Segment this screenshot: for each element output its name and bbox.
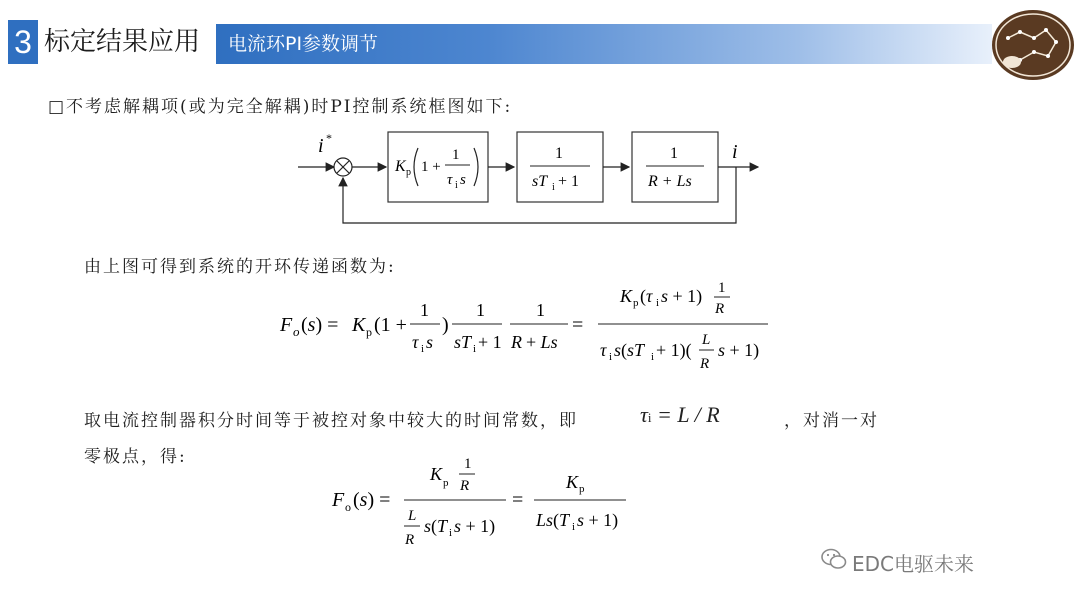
svg-text:i: i xyxy=(552,182,555,193)
svg-text:i: i xyxy=(473,343,477,355)
svg-text:=: = xyxy=(512,489,524,511)
svg-text:R: R xyxy=(460,478,470,494)
page-subtitle: 电流环PI参数调节 xyxy=(228,33,379,55)
svg-text:(s) =: (s) = xyxy=(301,314,339,336)
svg-text:L: L xyxy=(702,332,711,348)
svg-text:K: K xyxy=(620,286,633,306)
input-signal: i xyxy=(318,135,324,157)
svg-text:K: K xyxy=(566,472,579,492)
svg-text:+ 1: + 1 xyxy=(558,173,580,190)
svg-text:p: p xyxy=(579,483,585,495)
svg-text:1: 1 xyxy=(452,147,460,163)
svg-text:o: o xyxy=(293,324,300,339)
svg-text:R: R xyxy=(715,301,725,317)
svg-text:): ) xyxy=(442,314,449,336)
svg-text:i: i xyxy=(609,351,613,363)
svg-text:s(T: s(T xyxy=(424,516,448,536)
svg-text:R: R xyxy=(405,532,415,548)
svg-text:o: o xyxy=(345,500,351,514)
svg-text:1: 1 xyxy=(476,300,485,320)
svg-text:1: 1 xyxy=(536,300,545,320)
svg-text:1: 1 xyxy=(670,145,678,162)
section-number: 3 xyxy=(8,20,38,64)
section-title: 标定结果应用 xyxy=(44,27,201,57)
svg-text:(τ: (τ xyxy=(640,286,653,306)
svg-text:1: 1 xyxy=(464,456,472,472)
svg-text:R + Ls: R + Ls xyxy=(648,173,692,190)
svg-text:i: i xyxy=(656,297,660,309)
svg-text:i: i xyxy=(449,527,453,539)
watermark: EDC电驱未来 xyxy=(852,552,975,576)
svg-text:p: p xyxy=(406,167,411,178)
svg-text:1: 1 xyxy=(420,300,429,320)
integral-time-note: 取电流控制器积分时间等于被控对象中较大的时间常数，即 xyxy=(84,411,578,431)
brand-logo xyxy=(990,8,1076,82)
svg-text:1 +: 1 + xyxy=(421,159,441,175)
block-diagram xyxy=(290,120,770,230)
input-star: * xyxy=(326,131,332,145)
svg-text:F: F xyxy=(332,489,345,511)
simplified-equation xyxy=(326,454,646,566)
svg-text:s(sT: s(sT xyxy=(614,340,645,360)
svg-text:s + 1): s + 1) xyxy=(718,340,760,360)
svg-text:+ 1: + 1 xyxy=(478,332,502,352)
svg-text:K: K xyxy=(395,158,406,175)
svg-text:s + 1): s + 1) xyxy=(454,516,496,536)
svg-text:sT: sT xyxy=(532,173,548,190)
inverter-block xyxy=(517,132,603,202)
svg-text:p: p xyxy=(633,297,639,309)
svg-text:R: R xyxy=(700,356,710,372)
intro-line: □不考虑解耦项(或为完全解耦)时PI控制系统框图如下: xyxy=(48,97,513,117)
svg-text:i: i xyxy=(455,180,458,191)
svg-text:K: K xyxy=(430,464,443,484)
tau-equals-l-over-r: τi = L / R xyxy=(640,402,720,427)
svg-text:sT: sT xyxy=(454,332,472,352)
svg-text:=: = xyxy=(572,314,584,336)
svg-text:R: R xyxy=(511,332,522,352)
integral-time-note-end: ，对消一对 xyxy=(784,411,879,431)
svg-text:+ 1)(: + 1)( xyxy=(656,340,692,360)
output-signal: i xyxy=(732,141,738,163)
svg-text:i: i xyxy=(421,343,425,355)
svg-text:i: i xyxy=(572,521,576,533)
motor-block xyxy=(632,132,718,202)
zero-pole-note: 零极点，得: xyxy=(84,447,187,467)
svg-text:Ls(T: Ls(T xyxy=(536,510,570,530)
svg-text:(s) =: (s) = xyxy=(353,489,391,511)
svg-text:s + 1): s + 1) xyxy=(577,510,619,530)
svg-text:(1 +: (1 + xyxy=(374,314,407,336)
svg-text:τ: τ xyxy=(447,172,453,188)
wechat-icon xyxy=(820,546,848,572)
svg-text:F: F xyxy=(280,314,293,336)
open-loop-equation xyxy=(270,276,780,386)
svg-text:L: L xyxy=(408,508,417,524)
svg-text:i: i xyxy=(651,351,655,363)
svg-text:s + 1): s + 1) xyxy=(661,286,703,306)
svg-text:1: 1 xyxy=(718,280,726,296)
svg-text:+ Ls: + Ls xyxy=(526,332,558,352)
svg-text:1: 1 xyxy=(555,145,563,162)
svg-text:p: p xyxy=(366,325,372,339)
svg-text:s: s xyxy=(426,332,434,352)
svg-text:p: p xyxy=(443,477,449,489)
svg-text:τ: τ xyxy=(600,340,607,360)
svg-text:K: K xyxy=(352,314,366,336)
svg-text:τ: τ xyxy=(412,332,419,352)
transfer-function-intro: 由上图可得到系统的开环传递函数为: xyxy=(84,257,396,277)
svg-text:s: s xyxy=(460,172,466,188)
